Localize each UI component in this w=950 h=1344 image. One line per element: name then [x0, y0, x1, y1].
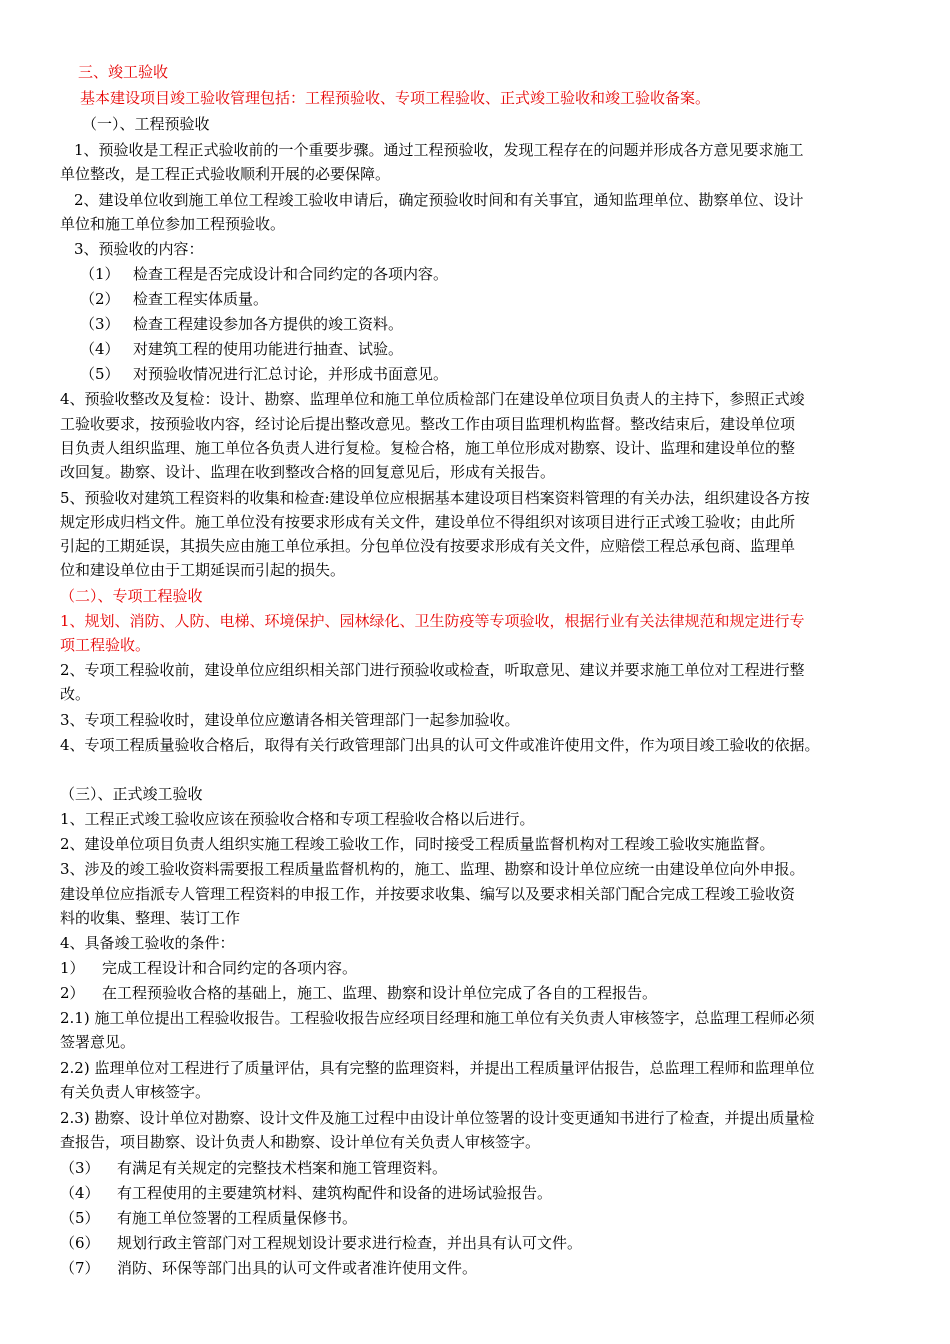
- paragraph-line: 2.3) 勘察、设计单位对勘察、设计文件及施工过程中由设计单位签署的设计变更通知书进行了检查，并提出质量检: [60, 1109, 815, 1127]
- section-heading: 三、竣工验收: [78, 63, 169, 81]
- paragraph-line: 5、预验收对建筑工程资料的收集和检查:建设单位应根据基本建设项目档案资料管理的有关办法，组织建设各方按: [60, 489, 810, 507]
- paragraph-line: 查报告，项目勘察、设计负责人和勘察、设计单位有关负责人审核签字。: [60, 1133, 541, 1151]
- paragraph-line: 3、预验收的内容：: [74, 240, 204, 258]
- list-item: 完成工程设计和合同约定的各项内容。: [102, 959, 358, 977]
- paragraph-line: 2.1) 施工单位提出工程验收报告。工程验收报告应经项目经理和施工单位有关负责人审核签字，总监理工程师必须: [60, 1009, 815, 1027]
- list-item: 有满足有关规定的完整技术档案和施工管理资料。: [117, 1159, 448, 1177]
- paragraph-line: 4、专项工程质量验收合格后，取得有关行政管理部门出具的认可文件或准许使用文件，作为项目竣工验收的依据。: [60, 736, 820, 754]
- paragraph-line: 项工程验收。: [60, 636, 151, 654]
- list-item: 检查工程实体质量。: [133, 290, 269, 308]
- paragraph-line: 2、建设单位收到施工单位工程竣工验收申请后，确定预验收时间和有关事宜，通知监理单位、勘察单位、设计: [74, 191, 804, 209]
- list-marker: （5）: [80, 365, 120, 383]
- list-item: 规划行政主管部门对工程规划设计要求进行检查，并出具有认可文件。: [117, 1234, 583, 1252]
- paragraph-line: 改。: [60, 685, 91, 703]
- subsection-heading: （三）、正式竣工验收: [60, 785, 203, 803]
- list-item: 有施工单位签署的工程质量保修书。: [117, 1209, 358, 1227]
- paragraph-line: 4、预验收整改及复检：设计、勘察、监理单位和施工单位质检部门在建设单位项目负责人的主持下，参照正式竣: [60, 390, 805, 408]
- paragraph-line: 2、专项工程验收前，建设单位应组织相关部门进行预验收或检查，听取意见、建议并要求施工单位对工程进行整: [60, 661, 805, 679]
- list-marker: （6）: [60, 1234, 100, 1252]
- paragraph-line: 工验收要求，按预验收内容，经讨论后提出整改意见。整改工作由项目监理机构监督。整改结束后，建设单位项: [60, 415, 796, 433]
- paragraph-line: 目负责人组织监理、施工单位各负责人进行复检。复检合格，施工单位形成对勘察、设计、监理和建设单位的整: [60, 439, 796, 457]
- paragraph-line: 1、规划、消防、人防、电梯、环境保护、园林绿化、卫生防疫等专项验收，根据行业有关法律规范和规定进行专: [60, 612, 805, 630]
- list-marker: （5）: [60, 1209, 100, 1227]
- paragraph-line: 单位和施工单位参加工程预验收。: [60, 215, 286, 233]
- paragraph-line: 位和建设单位由于工期延误而引起的损失。: [60, 561, 346, 579]
- list-marker: （3）: [60, 1159, 100, 1177]
- paragraph-line: 改回复。勘察、设计、监理在收到整改合格的回复意见后，形成有关报告。: [60, 463, 556, 481]
- list-marker: （3）: [80, 315, 120, 333]
- paragraph-line: 规定形成归档文件。施工单位没有按要求形成有关文件，建设单位不得组织对该项目进行正式竣工验收；由此所: [60, 513, 796, 531]
- paragraph-line: 料的收集、整理、装订工作: [60, 909, 241, 927]
- paragraph-line: 建设单位应指派专人管理工程资料的申报工作，并按要求收集、编写以及要求相关部门配合完成工程竣工验收资: [60, 885, 796, 903]
- paragraph-line: 单位整改，是工程正式验收顺利开展的必要保障。: [60, 165, 391, 183]
- paragraph-line: 3、涉及的竣工验收资料需要报工程质量监督机构的，施工、监理、勘察和设计单位应统一由建设单位向外申报。: [60, 860, 805, 878]
- paragraph-line: 2、建设单位项目负责人组织实施工程竣工验收工作，同时接受工程质量监督机构对工程竣工验收实施监督。: [60, 835, 775, 853]
- list-marker: 1）: [60, 959, 85, 977]
- list-marker: 2）: [60, 984, 85, 1002]
- paragraph-line: 4、具备竣工验收的条件：: [60, 934, 235, 952]
- list-item: 检查工程建设参加各方提供的竣工资料。: [133, 315, 404, 333]
- list-item: 检查工程是否完成设计和合同约定的各项内容。: [133, 265, 449, 283]
- list-item: 在工程预验收合格的基础上，施工、监理、勘察和设计单位完成了各自的工程报告。: [102, 984, 658, 1002]
- paragraph-line: 引起的工期延误，其损失应由施工单位承担。分包单位没有按要求形成有关文件，应赔偿工程总承包商、监理单: [60, 537, 796, 555]
- subsection-heading: （一）、工程预验收: [82, 115, 210, 133]
- list-marker: （2）: [80, 290, 120, 308]
- intro-paragraph: 基本建设项目竣工验收管理包括：工程预验收、专项工程验收、正式竣工验收和竣工验收备案。: [80, 89, 711, 107]
- paragraph-line: 2.2) 监理单位对工程进行了质量评估，具有完整的监理资料，并提出工程质量评估报告，总监理工程师和监理单位: [60, 1059, 815, 1077]
- paragraph-line: 1、工程正式竣工验收应该在预验收合格和专项工程验收合格以后进行。: [60, 810, 535, 828]
- list-marker: （7）: [60, 1259, 100, 1277]
- list-marker: （4）: [60, 1184, 100, 1202]
- list-item: 有工程使用的主要建筑材料、建筑构配件和设备的进场试验报告。: [117, 1184, 553, 1202]
- paragraph-line: 有关负责人审核签字。: [60, 1083, 211, 1101]
- subsection-heading: （二）、专项工程验收: [60, 587, 203, 605]
- paragraph-line: 签署意见。: [60, 1033, 136, 1051]
- paragraph-line: 1、预验收是工程正式验收前的一个重要步骤。通过工程预验收，发现工程存在的问题并形成各方意见要求施工: [74, 141, 804, 159]
- list-item: 对建筑工程的使用功能进行抽查、试验。: [133, 340, 404, 358]
- list-marker: （1）: [80, 265, 120, 283]
- list-item: 对预验收情况进行汇总讨论，并形成书面意见。: [133, 365, 449, 383]
- list-marker: （4）: [80, 340, 120, 358]
- paragraph-line: 3、专项工程验收时，建设单位应邀请各相关管理部门一起参加验收。: [60, 711, 520, 729]
- list-item: 消防、环保等部门出具的认可文件或者准许使用文件。: [117, 1259, 478, 1277]
